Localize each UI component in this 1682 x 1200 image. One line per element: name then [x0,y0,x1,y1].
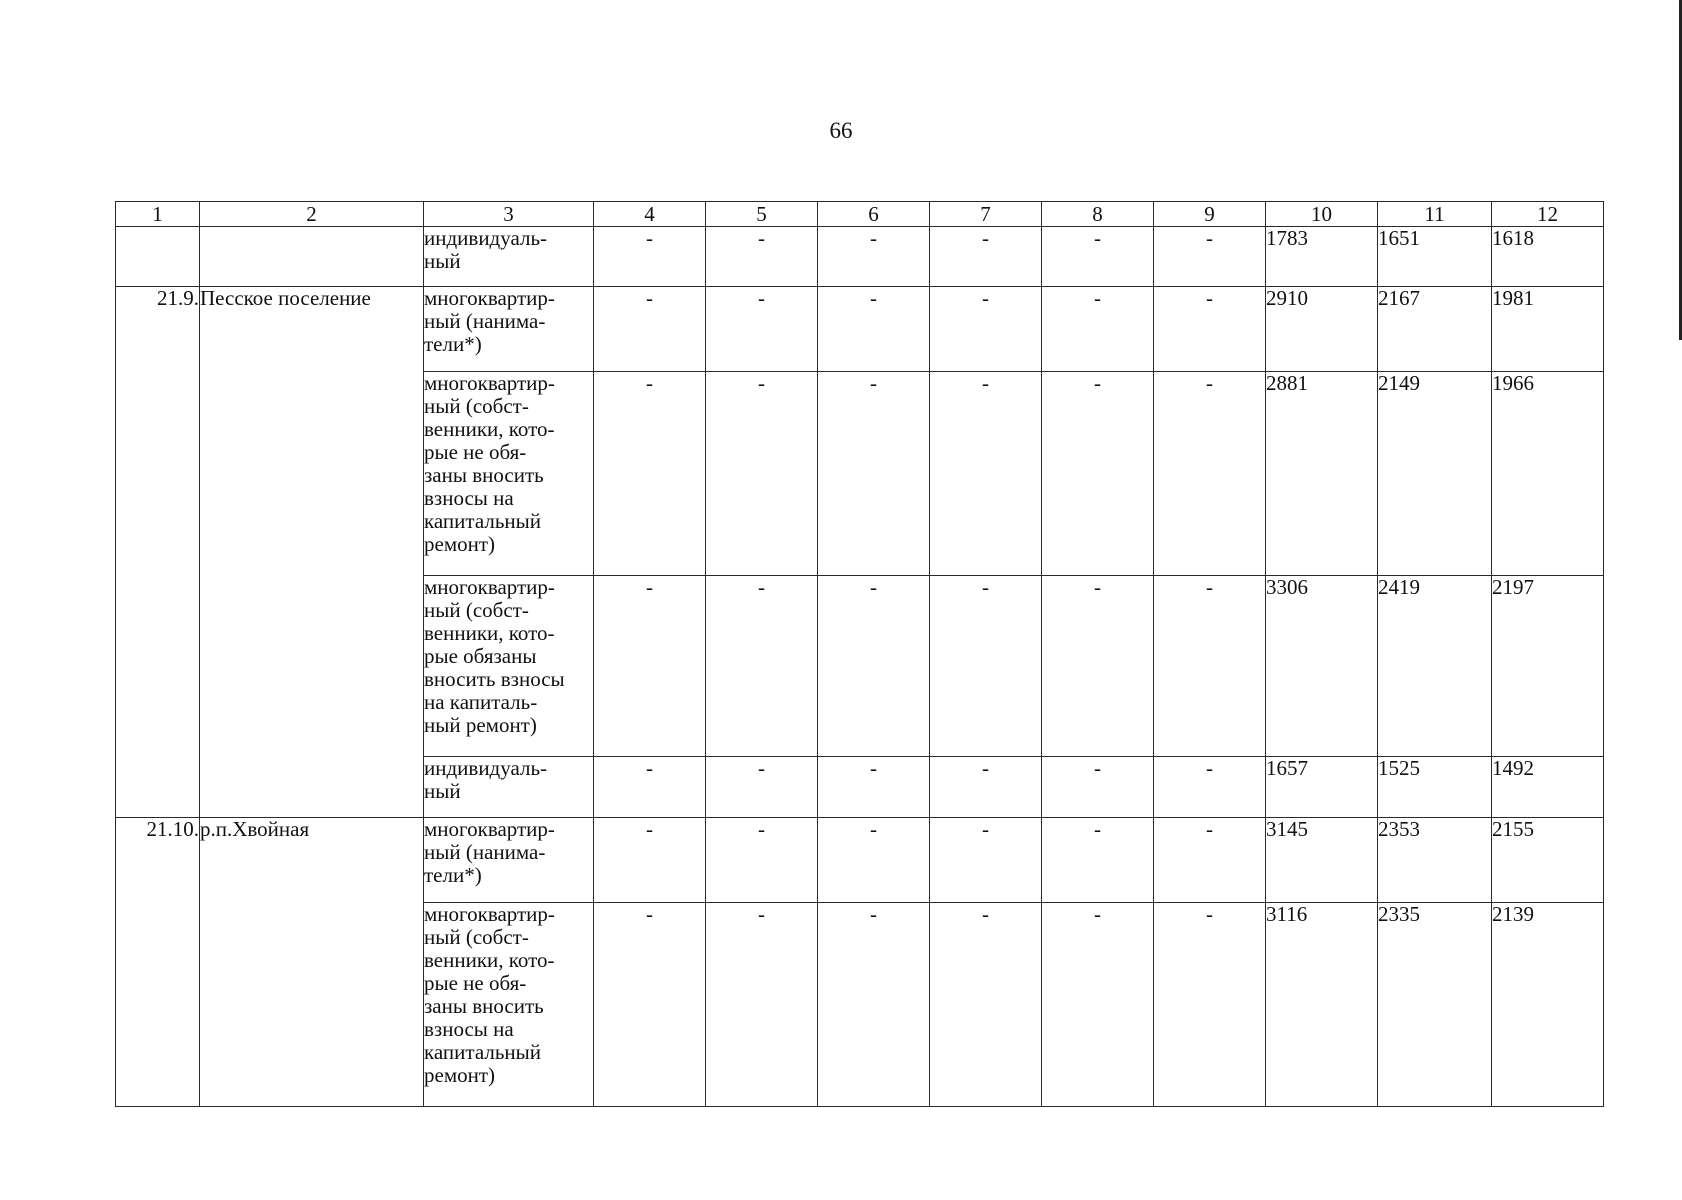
value-cell-8: - [1042,903,1154,1107]
table-row [116,818,1604,903]
value-cell-12: 1492 [1492,757,1604,818]
value-cell-12: 2197 [1492,576,1604,757]
value-cell-5: - [706,372,818,576]
value-cell-8: - [1042,818,1154,903]
value-cell-6: - [818,576,930,757]
value-cell-4: - [594,818,706,903]
housing-type-line: рые обязаны [424,644,537,668]
value-cell-9: - [1154,227,1266,287]
housing-type-line: ремонт) [424,532,496,556]
housing-type-line: многоквартир- [424,371,555,395]
value-cell-4: - [594,227,706,287]
table-row [116,287,1604,372]
housing-type-cell [424,287,594,372]
housing-type-line: капитальный [424,1040,541,1064]
housing-type-line: ный ремонт) [424,713,537,737]
header-cell-2: 2 [200,202,424,227]
value-cell-8: - [1042,287,1154,372]
row-number-cell [116,227,200,287]
row-number-cell: 21.10. [116,818,200,1107]
row-number-cell: 21.9. [116,287,200,818]
housing-type-line: ремонт) [424,1063,496,1087]
value-cell-5: - [706,818,818,903]
value-cell-8: - [1042,757,1154,818]
housing-type-line: ный (собст- [424,925,529,949]
header-row [116,202,1604,227]
housing-type-line: заны вносить [424,463,544,487]
value-cell-10: 1657 [1266,757,1378,818]
value-cell-12: 1981 [1492,287,1604,372]
value-cell-9: - [1154,757,1266,818]
value-cell-10: 3116 [1266,903,1378,1107]
header-cell-5: 5 [706,202,818,227]
value-cell-7: - [930,372,1042,576]
value-cell-7: - [930,287,1042,372]
value-cell-7: - [930,818,1042,903]
housing-type-line: ный (нанима- [424,309,546,333]
header-cell-9: 9 [1154,202,1266,227]
housing-type-line: ный [424,249,461,273]
housing-type-line: на капиталь- [424,690,538,714]
value-cell-11: 2419 [1378,576,1492,757]
value-cell-4: - [594,757,706,818]
value-cell-4: - [594,372,706,576]
header-cell-1: 1 [116,202,200,227]
value-cell-4: - [594,287,706,372]
value-cell-11: 2167 [1378,287,1492,372]
header-cell-6: 6 [818,202,930,227]
settlement-name-cell: Песское поселение [200,287,424,818]
value-cell-11: 1525 [1378,757,1492,818]
housing-type-line: рые не обя- [424,971,527,995]
value-cell-10: 1783 [1266,227,1378,287]
value-cell-5: - [706,903,818,1107]
value-cell-5: - [706,227,818,287]
housing-type-line: многоквартир- [424,902,555,926]
value-cell-10: 3145 [1266,818,1378,903]
value-cell-9: - [1154,372,1266,576]
table-row [116,227,1604,287]
housing-type-cell [424,818,594,903]
header-cell-10: 10 [1266,202,1378,227]
housing-type-line: венники, кото- [424,417,555,441]
value-cell-10: 2881 [1266,372,1378,576]
housing-type-cell [424,757,594,818]
value-cell-11: 2335 [1378,903,1492,1107]
settlement-name-cell [200,227,424,287]
value-cell-11: 2353 [1378,818,1492,903]
housing-type-line: венники, кото- [424,621,555,645]
page-number: 66 [829,118,853,143]
housing-type-cell [424,576,594,757]
value-cell-12: 2155 [1492,818,1604,903]
header-cell-12: 12 [1492,202,1604,227]
value-cell-7: - [930,903,1042,1107]
value-cell-4: - [594,903,706,1107]
housing-type-line: индивидуаль- [424,226,548,250]
housing-type-cell [424,227,594,287]
housing-type-line: ный [424,779,461,803]
housing-type-line: капитальный [424,509,541,533]
housing-type-line: индивидуаль- [424,756,548,780]
header-cell-11: 11 [1378,202,1492,227]
header-cell-8: 8 [1042,202,1154,227]
settlement-name-cell: р.п.Хвойная [200,818,424,1107]
value-cell-11: 2149 [1378,372,1492,576]
value-cell-7: - [930,757,1042,818]
value-cell-9: - [1154,818,1266,903]
housing-type-line: венники, кото- [424,948,555,972]
value-cell-6: - [818,903,930,1107]
value-cell-6: - [818,287,930,372]
value-cell-5: - [706,757,818,818]
housing-type-line: вносить взносы [424,667,565,691]
value-cell-5: - [706,287,818,372]
housing-type-line: заны вносить [424,994,544,1018]
header-cell-3: 3 [424,202,594,227]
value-cell-9: - [1154,903,1266,1107]
value-cell-6: - [818,372,930,576]
value-cell-10: 3306 [1266,576,1378,757]
housing-type-line: тели*) [424,863,482,887]
housing-type-line: взносы на [424,486,514,510]
value-cell-7: - [930,576,1042,757]
header-cell-7: 7 [930,202,1042,227]
value-cell-12: 1966 [1492,372,1604,576]
value-cell-8: - [1042,372,1154,576]
value-cell-4: - [594,576,706,757]
value-cell-11: 1651 [1378,227,1492,287]
tariff-table [115,201,1604,1107]
value-cell-8: - [1042,227,1154,287]
value-cell-10: 2910 [1266,287,1378,372]
value-cell-9: - [1154,576,1266,757]
housing-type-line: многоквартир- [424,575,555,599]
housing-type-line: тели*) [424,332,482,356]
housing-type-line: ный (нанима- [424,840,546,864]
value-cell-12: 1618 [1492,227,1604,287]
value-cell-12: 2139 [1492,903,1604,1107]
housing-type-line: взносы на [424,1017,514,1041]
value-cell-5: - [706,576,818,757]
value-cell-7: - [930,227,1042,287]
housing-type-line: ный (собст- [424,598,529,622]
header-cell-4: 4 [594,202,706,227]
housing-type-line: многоквартир- [424,286,555,310]
housing-type-cell [424,372,594,576]
housing-type-line: рые не обя- [424,440,527,464]
housing-type-cell [424,903,594,1107]
value-cell-6: - [818,757,930,818]
housing-type-line: ный (собст- [424,394,529,418]
value-cell-9: - [1154,287,1266,372]
value-cell-6: - [818,818,930,903]
housing-type-line: многоквартир- [424,817,555,841]
value-cell-8: - [1042,576,1154,757]
value-cell-6: - [818,227,930,287]
